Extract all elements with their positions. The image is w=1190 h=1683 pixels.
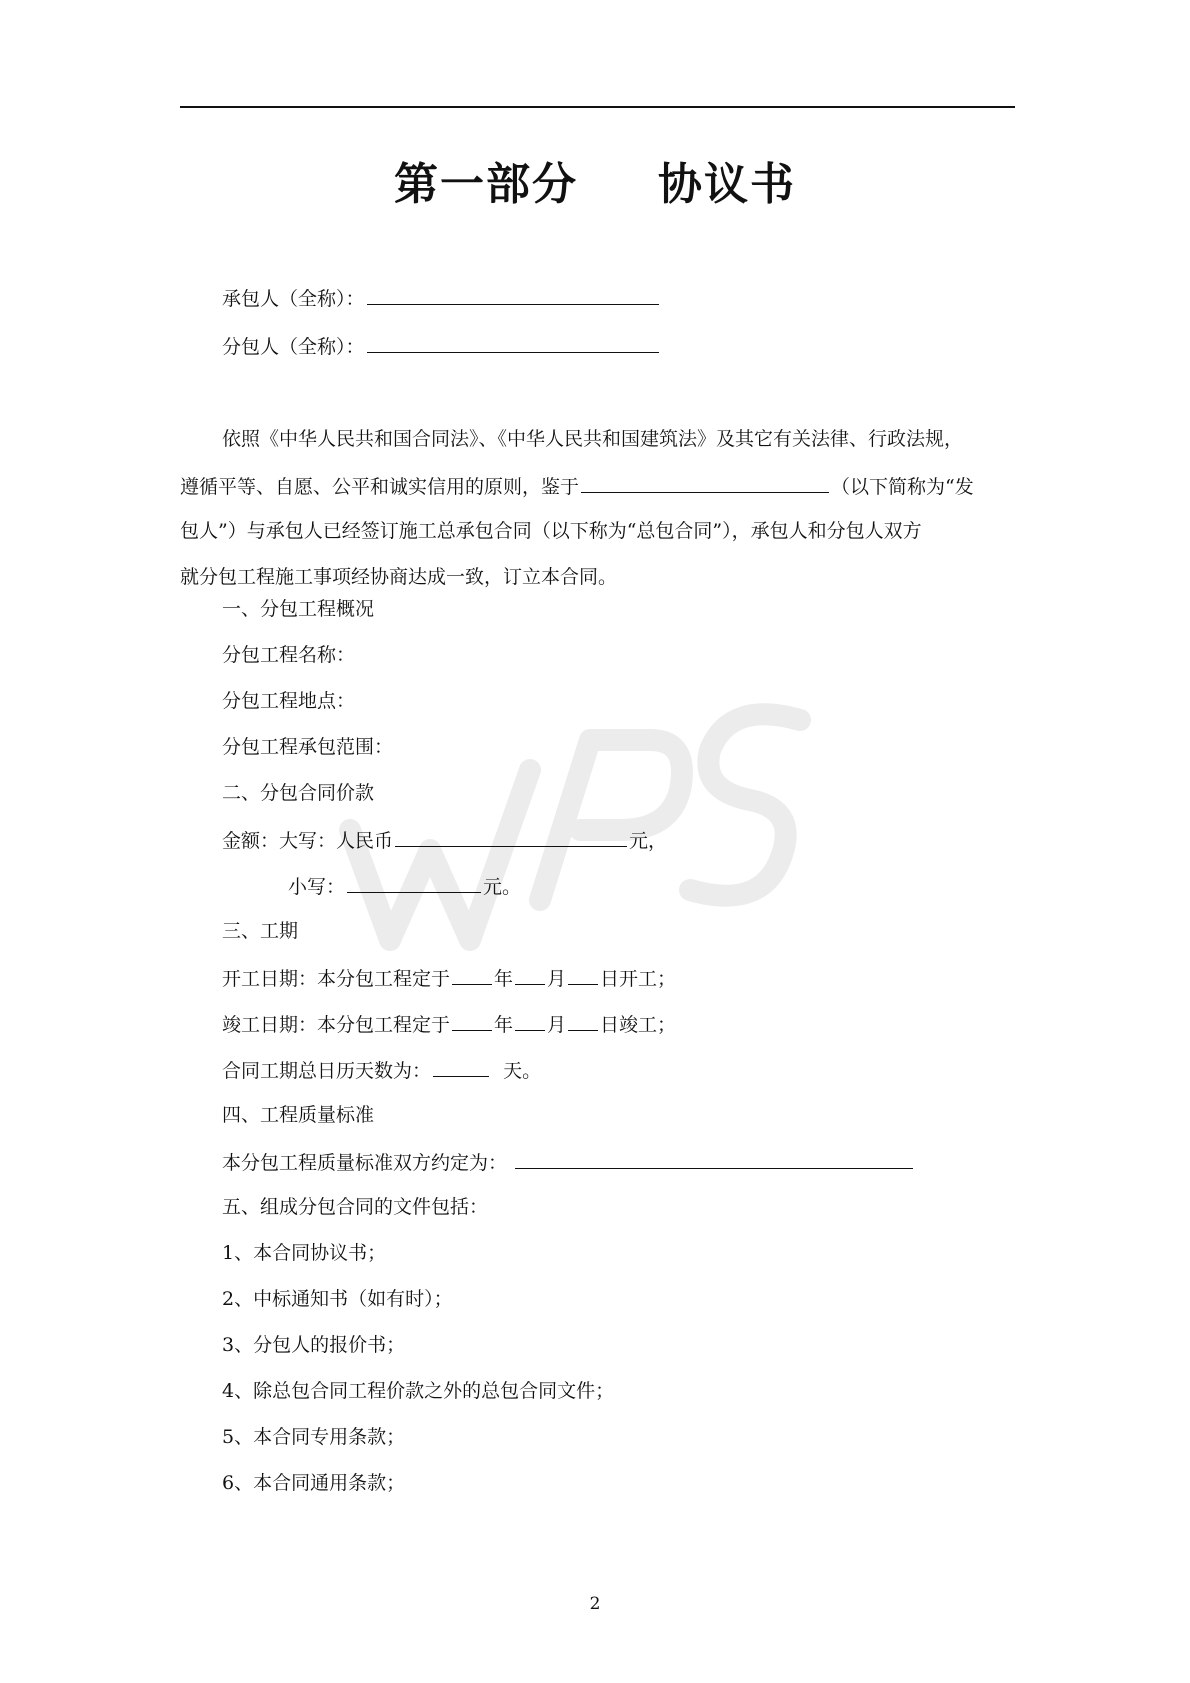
end-date-label: 竣工日期：本分包工程定于	[222, 1014, 451, 1036]
amount-upper-line	[222, 830, 667, 851]
preamble-line-4: 就分包工程施工事项经协商达成一致，订立本合同。	[180, 566, 618, 588]
page-title	[0, 148, 1190, 212]
start-month-field[interactable]	[515, 968, 545, 985]
end-month-field[interactable]	[515, 1014, 545, 1031]
total-days-line	[222, 1060, 541, 1081]
subcontractor-label: 分包人（全称）：	[222, 336, 365, 358]
start-day-field[interactable]	[568, 968, 598, 985]
header-rule	[180, 106, 1015, 108]
start-year-unit: 年	[494, 968, 514, 990]
employer-name-field[interactable]	[581, 476, 829, 493]
quality-standard-field[interactable]	[515, 1152, 913, 1169]
amount-upper-field[interactable]	[395, 830, 627, 847]
preamble-line-1: 依照《中华人民共和国合同法》、《中华人民共和国建筑法》及其它有关法律、行政法规，	[222, 428, 964, 450]
list-item: 1、本合同协议书；	[222, 1242, 387, 1264]
page-number: 2	[589, 1594, 601, 1614]
amount-lower-label: 小写：	[288, 876, 346, 898]
section2-heading: 二、分包合同价款	[222, 782, 375, 804]
list-item: 2、中标通知书（如有时）；	[222, 1288, 453, 1310]
amount-upper-label: 金额：大写：人民币	[222, 830, 394, 852]
section5-heading: 五、组成分包合同的文件包括：	[222, 1196, 489, 1218]
start-date-label: 开工日期：本分包工程定于	[222, 968, 451, 990]
amount-lower-line	[288, 876, 521, 897]
contractor-label: 承包人（全称）：	[222, 288, 365, 310]
list-item: 5、本合同专用条款；	[222, 1426, 406, 1448]
amount-lower-field[interactable]	[347, 876, 481, 893]
list-item: 4、除总包合同工程价款之外的总包合同文件；	[222, 1380, 615, 1402]
list-item: 3、分包人的报价书；	[222, 1334, 406, 1356]
amount-upper-unit: 元，	[629, 830, 668, 852]
title-part: 第一部分	[394, 159, 578, 210]
project-location-label: 分包工程地点：	[222, 690, 356, 712]
preamble-line-3: 包人”）与承包人已经签订施工总承包合同（以下称为“总包合同”），承包人和分包人双方	[180, 520, 922, 542]
total-days-unit: 天。	[503, 1060, 542, 1082]
preamble-line-2b: （以下简称为“发	[831, 476, 974, 498]
start-year-field[interactable]	[452, 968, 492, 985]
section4-heading: 四、工程质量标准	[222, 1104, 375, 1126]
contractor-name-field[interactable]	[367, 288, 659, 305]
start-month-unit: 月	[547, 968, 567, 990]
end-date-line	[222, 1014, 676, 1035]
total-days-label: 合同工期总日历天数为：	[222, 1060, 432, 1082]
end-day-suffix: 日竣工；	[600, 1014, 677, 1036]
amount-lower-unit: 元。	[483, 876, 522, 898]
end-month-unit: 月	[547, 1014, 567, 1036]
section1-heading: 一、分包工程概况	[222, 598, 375, 620]
end-year-field[interactable]	[452, 1014, 492, 1031]
subcontractor-name-field[interactable]	[367, 336, 659, 353]
quality-standard-label: 本分包工程质量标准双方约定为：	[222, 1152, 508, 1174]
total-days-field[interactable]	[433, 1060, 489, 1077]
title-name: 协议书	[658, 159, 796, 210]
list-item: 6、本合同通用条款；	[222, 1472, 406, 1494]
preamble-line-2	[180, 476, 974, 497]
project-name-label: 分包工程名称：	[222, 644, 356, 666]
subcontractor-line	[222, 336, 661, 357]
quality-standard-line	[222, 1152, 915, 1173]
end-year-unit: 年	[494, 1014, 514, 1036]
section3-heading: 三、工期	[222, 920, 299, 942]
start-date-line	[222, 968, 676, 989]
end-day-field[interactable]	[568, 1014, 598, 1031]
project-scope-label: 分包工程承包范围：	[222, 736, 394, 758]
preamble-line-2a: 遵循平等、自愿、公平和诚实信用的原则，鉴于	[180, 476, 580, 498]
start-day-suffix: 日开工；	[600, 968, 677, 990]
contractor-line	[222, 288, 661, 309]
